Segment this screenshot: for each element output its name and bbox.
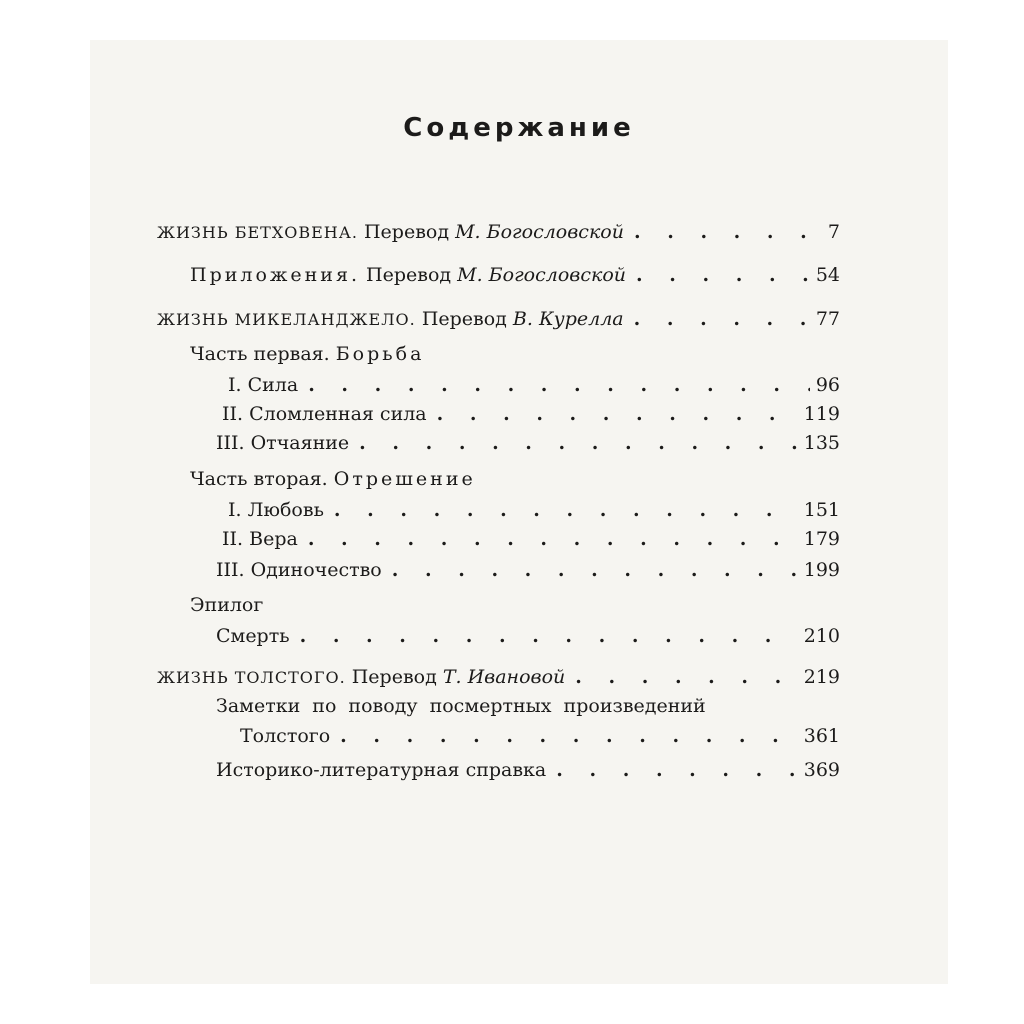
toc-entry-part1-ch3[interactable] <box>216 430 840 456</box>
toc-entry-label <box>222 526 298 552</box>
chapter-title: Сила <box>247 374 299 396</box>
translator-name: М. Богословской <box>455 221 624 243</box>
dot-leader <box>300 623 798 649</box>
toc-entry-beethoven[interactable] <box>157 219 840 245</box>
toc-entry-part2-ch1[interactable] <box>228 497 840 523</box>
toc-entry-epilogue-death[interactable] <box>216 623 840 649</box>
chapter-number: III. <box>216 559 245 581</box>
chapter-title: Толстого <box>240 725 331 747</box>
chapter-number: III. <box>216 432 245 454</box>
toc-entry-part1-ch1[interactable] <box>228 372 840 398</box>
dot-leader <box>634 219 810 245</box>
dot-leader <box>308 372 810 398</box>
chapter-title: Любовь <box>247 499 324 521</box>
page-number: 151 <box>803 499 840 521</box>
page-number: 369 <box>803 759 840 781</box>
dot-leader <box>308 526 798 552</box>
page-number: 210 <box>803 625 840 647</box>
part-title: Борьба <box>335 343 425 365</box>
toc-epilogue-heading: Эпилог <box>190 594 264 616</box>
chapter-title: Смерть <box>216 625 290 647</box>
dot-leader <box>575 664 797 690</box>
toc-entry-part1-ch2[interactable] <box>222 401 840 427</box>
dot-leader <box>634 306 810 332</box>
toc-entry-reference[interactable] <box>216 757 840 783</box>
chapter-number: II. <box>222 528 244 550</box>
dot-leader <box>340 723 798 749</box>
toc-entry-label <box>190 262 626 288</box>
dot-leader <box>334 497 798 523</box>
page-title: Содержание <box>403 113 635 143</box>
toc-entry-label <box>228 372 298 398</box>
toc-entry-label <box>228 497 324 523</box>
entry-caps-title: ЖИЗНЬ ТОЛСТОГО. <box>157 668 346 687</box>
toc-entry-beethoven-appendix[interactable] <box>190 262 840 288</box>
toc-entry-label <box>222 401 427 427</box>
toc-entry-part2-ch3[interactable] <box>216 557 840 583</box>
translator-label: Перевод <box>351 666 437 688</box>
dot-leader <box>359 430 798 456</box>
page-number: 119 <box>803 403 840 425</box>
translator-name: В. Курелла <box>512 308 624 330</box>
entry-title: Приложения. <box>190 264 360 286</box>
toc-entry-label <box>157 219 624 246</box>
dot-leader <box>636 262 810 288</box>
chapter-number: II. <box>222 403 244 425</box>
entry-caps-title: ЖИЗНЬ МИКЕЛАНДЖЕЛО. <box>157 310 416 329</box>
page-number: 219 <box>803 666 840 688</box>
chapter-number: I. <box>228 374 242 396</box>
chapter-title: Отчаяние <box>250 432 350 454</box>
toc-entry-tolstoy-notes-line1: Заметки по поводу посмертных произведений <box>216 695 706 717</box>
part-prefix: Часть первая. <box>190 343 330 365</box>
page-number: 199 <box>803 559 840 581</box>
chapter-number: I. <box>228 499 242 521</box>
toc-entry-part2-ch2[interactable] <box>222 526 840 552</box>
part-title: Отрешение <box>333 468 476 490</box>
toc-entry-label <box>157 306 624 333</box>
page-number: 54 <box>815 264 840 286</box>
part-prefix: Часть вторая. <box>190 468 328 490</box>
page-number: 7 <box>827 221 840 243</box>
page-number: 179 <box>803 528 840 550</box>
chapter-title: Одиночество <box>250 559 382 581</box>
translator-label: Перевод <box>366 264 452 286</box>
toc-part-heading-1 <box>190 341 424 367</box>
entry-caps-title: ЖИЗНЬ БЕТХОВЕНА. <box>157 223 358 242</box>
translator-label: Перевод <box>363 221 450 243</box>
dot-leader <box>392 557 798 583</box>
chapter-title: Вера <box>249 528 298 550</box>
page-number: 135 <box>803 432 840 454</box>
translator-label: Перевод <box>421 308 507 330</box>
page-number: 77 <box>815 308 840 330</box>
page-number: 361 <box>803 725 840 747</box>
toc-entry-michelangelo[interactable] <box>157 306 840 332</box>
translator-name: М. Богословской <box>457 264 627 286</box>
dot-leader <box>556 757 797 783</box>
toc-part-heading-2 <box>190 466 476 492</box>
chapter-title: Историко-литературная справка <box>216 759 547 781</box>
toc-entry-label <box>216 430 349 456</box>
toc-entry-tolstoy[interactable] <box>157 664 840 690</box>
toc-entry-tolstoy-notes[interactable] <box>240 723 840 749</box>
page-number: 96 <box>815 374 840 396</box>
toc-entry-label <box>157 664 565 691</box>
chapter-title: Сломленная сила <box>249 403 427 425</box>
toc-entry-label <box>216 557 382 583</box>
translator-name: Т. Ивановой <box>442 666 566 688</box>
dot-leader <box>437 401 798 427</box>
